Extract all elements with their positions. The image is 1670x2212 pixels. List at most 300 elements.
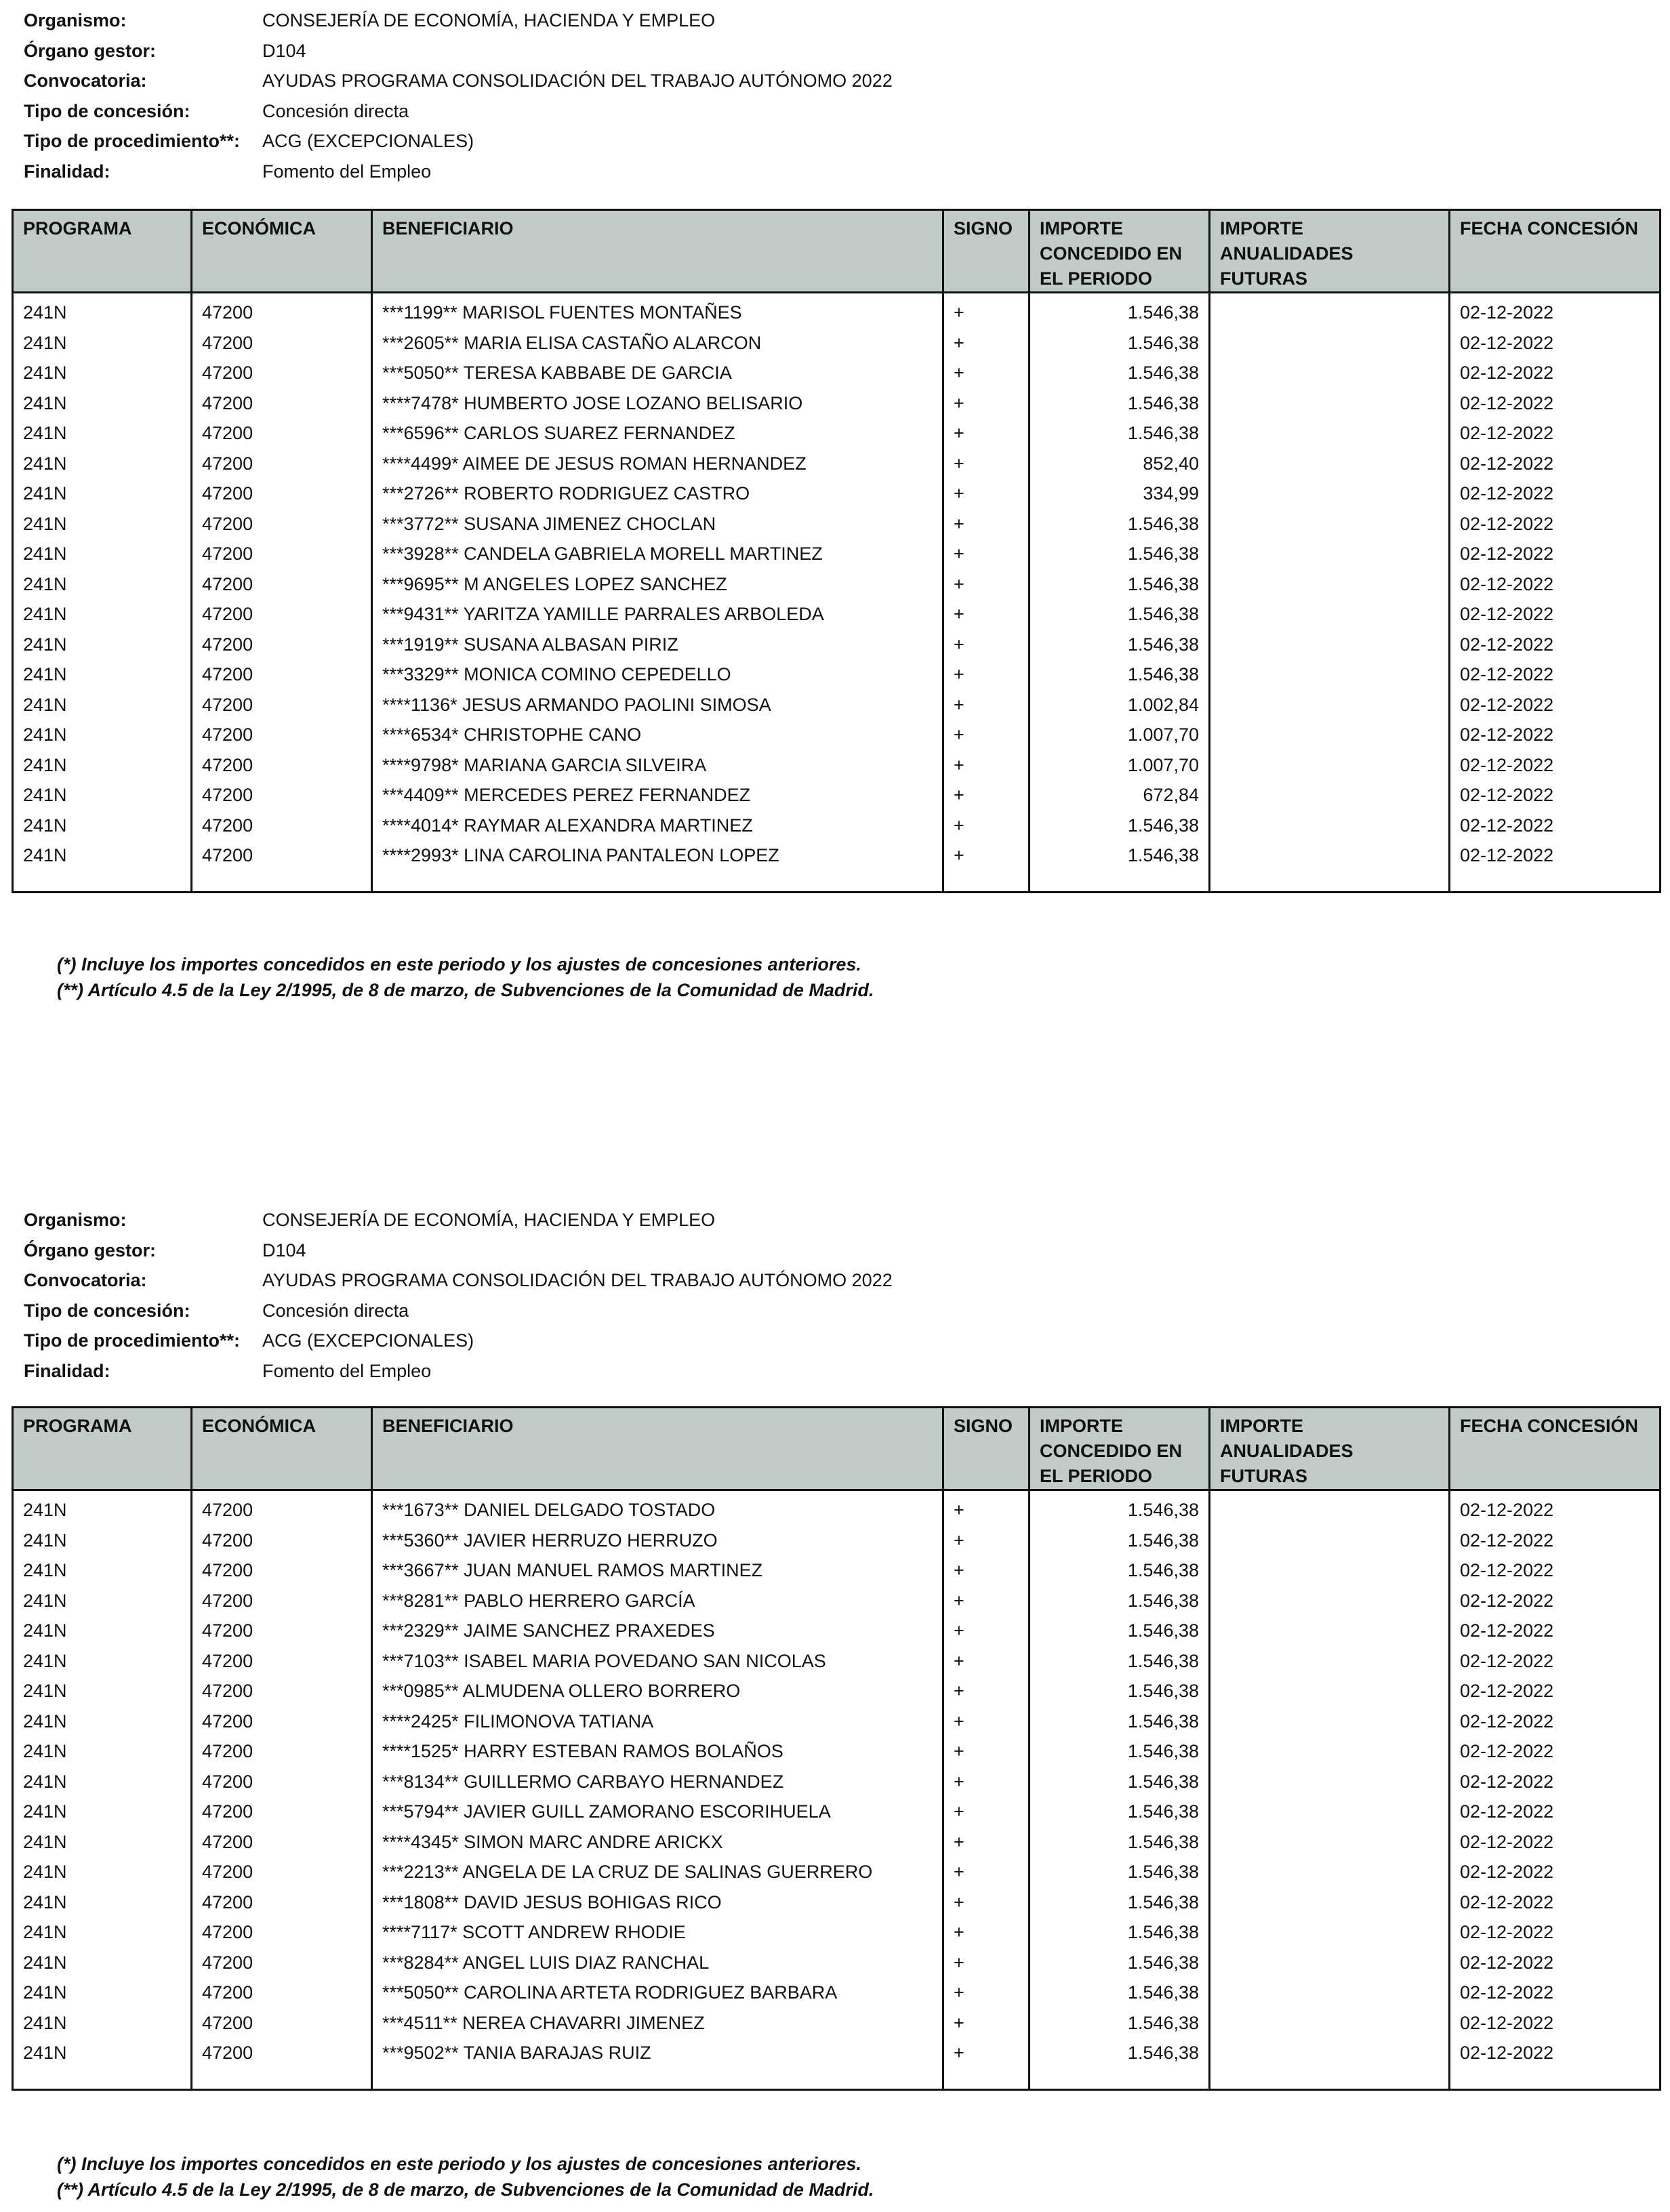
signo-cell: +: [943, 1525, 1030, 1556]
signo-cell: +: [943, 539, 1030, 569]
beneficiario-cell: ****4014* RAYMAR ALEXANDRA MARTINEZ: [372, 811, 943, 841]
table-row: [13, 539, 1661, 569]
importe-cell: 1.546,38: [1030, 569, 1210, 600]
programa-cell: 241N: [13, 659, 192, 690]
anualidades-cell: [1210, 2008, 1450, 2039]
beneficiario-cell: ****7117* SCOTT ANDREW RHODIE: [372, 1917, 943, 1948]
fecha-cell: 02-12-2022: [1450, 630, 1661, 660]
importe-cell: 1.546,38: [1030, 1767, 1210, 1797]
programa-cell: 241N: [13, 1917, 192, 1948]
fecha-cell: 02-12-2022: [1450, 1676, 1661, 1706]
column-header: FECHA CONCESIÓN: [1450, 1408, 1661, 1490]
footnote: (*) Incluye los importes concedidos en este periodo y los ajustes de concesiones anteriores.: [57, 954, 861, 975]
signo-cell: +: [943, 840, 1030, 871]
economica-cell: 47200: [192, 1948, 372, 1978]
importe-cell: 1.546,38: [1030, 1797, 1210, 1827]
economica-cell: 47200: [192, 539, 372, 569]
table-row: [13, 1948, 1661, 1978]
column-header: IMPORTE ANUALIDADES FUTURAS: [1210, 210, 1450, 293]
column-header: BENEFICIARIO: [372, 1408, 943, 1490]
column-header: IMPORTE ANUALIDADES FUTURAS: [1210, 1408, 1450, 1490]
beneficiario-cell: ***3667** JUAN MANUEL RAMOS MARTINEZ: [372, 1555, 943, 1586]
fecha-cell: 02-12-2022: [1450, 539, 1661, 569]
beneficiario-cell: ***5050** CAROLINA ARTETA RODRIGUEZ BARBARA: [372, 1978, 943, 2008]
programa-cell: 241N: [13, 1490, 192, 1525]
column-header: PROGRAMA: [13, 210, 192, 293]
anualidades-cell: [1210, 1555, 1450, 1586]
anualidades-cell: [1210, 418, 1450, 449]
fecha-cell: 02-12-2022: [1450, 1917, 1661, 1948]
anualidades-cell: [1210, 750, 1450, 781]
economica-cell: 47200: [192, 1736, 372, 1767]
anualidades-cell: [1210, 1797, 1450, 1827]
beneficiario-cell: ***1808** DAVID JESUS BOHIGAS RICO: [372, 1887, 943, 1918]
programa-cell: 241N: [13, 418, 192, 449]
meta-value: Concesión directa: [262, 1300, 409, 1321]
signo-cell: +: [943, 599, 1030, 630]
beneficiario-cell: ****4345* SIMON MARC ANDRE ARICKX: [372, 1827, 943, 1858]
meta-value: AYUDAS PROGRAMA CONSOLIDACIÓN DEL TRABAJO AUTÓNOMO 2022: [262, 70, 893, 91]
table-row: [13, 449, 1661, 479]
programa-cell: 241N: [13, 328, 192, 359]
fecha-cell: 02-12-2022: [1450, 478, 1661, 509]
economica-cell: 47200: [192, 2008, 372, 2039]
meta-label: Convocatoria:: [24, 70, 147, 91]
beneficiario-cell: ****7478* HUMBERTO JOSE LOZANO BELISARIO: [372, 388, 943, 419]
beneficiario-cell: ***3772** SUSANA JIMENEZ CHOCLAN: [372, 509, 943, 539]
importe-cell: 1.546,38: [1030, 1887, 1210, 1918]
signo-cell: +: [943, 780, 1030, 811]
signo-cell: +: [943, 720, 1030, 750]
meta-value: CONSEJERÍA DE ECONOMÍA, HACIENDA Y EMPLEO: [262, 1210, 716, 1230]
beneficiario-cell: ***3928** CANDELA GABRIELA MORELL MARTINEZ: [372, 539, 943, 569]
beneficiario-cell: ***2605** MARIA ELISA CASTAÑO ALARCON: [372, 328, 943, 359]
importe-cell: 1.546,38: [1030, 1706, 1210, 1737]
meta-label: Convocatoria:: [24, 1270, 147, 1290]
programa-cell: 241N: [13, 1797, 192, 1827]
fecha-cell: 02-12-2022: [1450, 449, 1661, 479]
fecha-cell: 02-12-2022: [1450, 1525, 1661, 1556]
signo-cell: +: [943, 1797, 1030, 1827]
fecha-cell: 02-12-2022: [1450, 418, 1661, 449]
importe-cell: 1.546,38: [1030, 509, 1210, 539]
programa-cell: 241N: [13, 1586, 192, 1616]
meta-value: D104: [262, 1240, 306, 1261]
importe-cell: 334,99: [1030, 478, 1210, 509]
economica-cell: 47200: [192, 599, 372, 630]
table-row: [13, 1676, 1661, 1706]
fecha-cell: 02-12-2022: [1450, 328, 1661, 359]
table-row: [13, 659, 1661, 690]
table-row: [13, 630, 1661, 660]
beneficiario-cell: ***5794** JAVIER GUILL ZAMORANO ESCORIHUELA: [372, 1797, 943, 1827]
beneficiario-cell: ***7103** ISABEL MARIA POVEDANO SAN NICOLAS: [372, 1646, 943, 1677]
beneficiario-cell: ****1136* JESUS ARMANDO PAOLINI SIMOSA: [372, 690, 943, 720]
table-padding: [13, 871, 1661, 893]
table-row: [13, 750, 1661, 781]
table-row: [13, 599, 1661, 630]
economica-cell: 47200: [192, 1827, 372, 1858]
beneficiario-cell: ***9695** M ANGELES LOPEZ SANCHEZ: [372, 569, 943, 600]
signo-cell: +: [943, 630, 1030, 660]
table-row: [13, 2038, 1661, 2068]
programa-cell: 241N: [13, 690, 192, 720]
anualidades-cell: [1210, 1767, 1450, 1797]
programa-cell: 241N: [13, 2038, 192, 2068]
programa-cell: 241N: [13, 1978, 192, 2008]
programa-cell: 241N: [13, 358, 192, 388]
beneficiario-cell: ***9502** TANIA BARAJAS RUIZ: [372, 2038, 943, 2068]
fecha-cell: 02-12-2022: [1450, 2038, 1661, 2068]
column-header: SIGNO: [943, 1408, 1030, 1490]
fecha-cell: 02-12-2022: [1450, 1887, 1661, 1918]
fecha-cell: 02-12-2022: [1450, 1555, 1661, 1586]
anualidades-cell: [1210, 1948, 1450, 1978]
importe-cell: 1.546,38: [1030, 811, 1210, 841]
beneficiario-cell: ****1525* HARRY ESTEBAN RAMOS BOLAÑOS: [372, 1736, 943, 1767]
meta-value: CONSEJERÍA DE ECONOMÍA, HACIENDA Y EMPLEO: [262, 10, 716, 30]
economica-cell: 47200: [192, 750, 372, 781]
beneficiario-cell: ****2425* FILIMONOVA TATIANA: [372, 1706, 943, 1737]
importe-cell: 1.546,38: [1030, 1525, 1210, 1556]
importe-cell: 1.546,38: [1030, 1736, 1210, 1767]
programa-cell: 241N: [13, 599, 192, 630]
economica-cell: 47200: [192, 780, 372, 811]
importe-cell: 1.546,38: [1030, 358, 1210, 388]
economica-cell: 47200: [192, 509, 372, 539]
economica-cell: 47200: [192, 1706, 372, 1737]
signo-cell: +: [943, 1706, 1030, 1737]
economica-cell: 47200: [192, 690, 372, 720]
economica-cell: 47200: [192, 630, 372, 660]
fecha-cell: 02-12-2022: [1450, 811, 1661, 841]
meta-value: ACG (EXCEPCIONALES): [262, 131, 474, 151]
anualidades-cell: [1210, 1978, 1450, 2008]
meta-label: Órgano gestor:: [24, 1240, 157, 1261]
signo-cell: +: [943, 1767, 1030, 1797]
table-row: [13, 569, 1661, 600]
column-header: PROGRAMA: [13, 1408, 192, 1490]
economica-cell: 47200: [192, 293, 372, 328]
economica-cell: 47200: [192, 1857, 372, 1887]
meta-label: Órgano gestor:: [24, 40, 157, 61]
table-row: [13, 358, 1661, 388]
importe-cell: 1.546,38: [1030, 599, 1210, 630]
fecha-cell: 02-12-2022: [1450, 840, 1661, 871]
anualidades-cell: [1210, 1676, 1450, 1706]
importe-cell: 1.546,38: [1030, 1490, 1210, 1525]
table-row: [13, 478, 1661, 509]
importe-cell: 1.546,38: [1030, 388, 1210, 419]
anualidades-cell: [1210, 659, 1450, 690]
anualidades-cell: [1210, 449, 1450, 479]
beneficiario-cell: ***1673** DANIEL DELGADO TOSTADO: [372, 1490, 943, 1525]
importe-cell: 1.002,84: [1030, 690, 1210, 720]
economica-cell: 47200: [192, 388, 372, 419]
anualidades-cell: [1210, 1736, 1450, 1767]
economica-cell: 47200: [192, 1490, 372, 1525]
importe-cell: 1.546,38: [1030, 1827, 1210, 1858]
column-header: ECONÓMICA: [192, 1408, 372, 1490]
importe-cell: 1.546,38: [1030, 328, 1210, 359]
programa-cell: 241N: [13, 509, 192, 539]
anualidades-cell: [1210, 1706, 1450, 1737]
beneficiario-cell: ****9798* MARIANA GARCIA SILVEIRA: [372, 750, 943, 781]
fecha-cell: 02-12-2022: [1450, 1736, 1661, 1767]
fecha-cell: 02-12-2022: [1450, 1616, 1661, 1646]
signo-cell: +: [943, 2038, 1030, 2068]
anualidades-cell: [1210, 1586, 1450, 1616]
beneficiario-cell: ***8281** PABLO HERRERO GARCÍA: [372, 1586, 943, 1616]
economica-cell: 47200: [192, 569, 372, 600]
economica-cell: 47200: [192, 659, 372, 690]
beneficiario-cell: ***2329** JAIME SANCHEZ PRAXEDES: [372, 1616, 943, 1646]
importe-cell: 1.007,70: [1030, 750, 1210, 781]
fecha-cell: 02-12-2022: [1450, 720, 1661, 750]
anualidades-cell: [1210, 811, 1450, 841]
economica-cell: 47200: [192, 1646, 372, 1677]
anualidades-cell: [1210, 630, 1450, 660]
fecha-cell: 02-12-2022: [1450, 1767, 1661, 1797]
footnote: (**) Artículo 4.5 de la Ley 2/1995, de 8 de marzo, de Subvenciones de la Comunidad de Madrid.: [57, 2179, 874, 2200]
economica-cell: 47200: [192, 358, 372, 388]
economica-cell: 47200: [192, 811, 372, 841]
programa-cell: 241N: [13, 1887, 192, 1918]
anualidades-cell: [1210, 720, 1450, 750]
anualidades-cell: [1210, 509, 1450, 539]
signo-cell: +: [943, 1887, 1030, 1918]
footnote: (*) Incluye los importes concedidos en este periodo y los ajustes de concesiones anteriores.: [57, 2154, 861, 2174]
importe-cell: 1.546,38: [1030, 293, 1210, 328]
column-header: IMPORTE CONCEDIDO EN EL PERIODO: [1030, 1408, 1210, 1490]
beneficiario-cell: ***2213** ANGELA DE LA CRUZ DE SALINAS GUERRERO: [372, 1857, 943, 1887]
anualidades-cell: [1210, 1646, 1450, 1677]
importe-cell: 1.546,38: [1030, 539, 1210, 569]
footnotes: [57, 951, 874, 1003]
table-row: [13, 811, 1661, 841]
signo-cell: +: [943, 388, 1030, 419]
fecha-cell: 02-12-2022: [1450, 1857, 1661, 1887]
programa-cell: 241N: [13, 478, 192, 509]
programa-cell: 241N: [13, 293, 192, 328]
fecha-cell: 02-12-2022: [1450, 1706, 1661, 1737]
beneficiario-cell: ***1919** SUSANA ALBASAN PIRIZ: [372, 630, 943, 660]
programa-cell: 241N: [13, 1827, 192, 1858]
signo-cell: +: [943, 1646, 1030, 1677]
meta-value: D104: [262, 40, 306, 61]
table-row: [13, 1827, 1661, 1858]
programa-cell: 241N: [13, 1736, 192, 1767]
table-row: [13, 780, 1661, 811]
fecha-cell: 02-12-2022: [1450, 690, 1661, 720]
fecha-cell: 02-12-2022: [1450, 780, 1661, 811]
signo-cell: +: [943, 1616, 1030, 1646]
table-row: [13, 720, 1661, 750]
programa-cell: 241N: [13, 811, 192, 841]
signo-cell: +: [943, 1586, 1030, 1616]
programa-cell: 241N: [13, 1646, 192, 1677]
programa-cell: 241N: [13, 780, 192, 811]
footnote: (**) Artículo 4.5 de la Ley 2/1995, de 8 de marzo, de Subvenciones de la Comunidad de Madrid.: [57, 980, 874, 1000]
table-row: [13, 418, 1661, 449]
beneficiario-cell: ****2993* LINA CAROLINA PANTALEON LOPEZ: [372, 840, 943, 871]
beneficiario-cell: ***5360** JAVIER HERRUZO HERRUZO: [372, 1525, 943, 1556]
signo-cell: +: [943, 1948, 1030, 1978]
table-row: [13, 1555, 1661, 1586]
fecha-cell: 02-12-2022: [1450, 569, 1661, 600]
economica-cell: 47200: [192, 1917, 372, 1948]
beneficiario-cell: ***8284** ANGEL LUIS DIAZ RANCHAL: [372, 1948, 943, 1978]
table-row: [13, 1767, 1661, 1797]
programa-cell: 241N: [13, 2008, 192, 2039]
economica-cell: 47200: [192, 2038, 372, 2068]
fecha-cell: 02-12-2022: [1450, 750, 1661, 781]
table-row: [13, 1706, 1661, 1737]
column-header: FECHA CONCESIÓN: [1450, 210, 1661, 293]
fecha-cell: 02-12-2022: [1450, 1948, 1661, 1978]
signo-cell: +: [943, 811, 1030, 841]
economica-cell: 47200: [192, 478, 372, 509]
meta-label: Organismo:: [24, 10, 127, 30]
header-row: [13, 1408, 1661, 1490]
programa-cell: 241N: [13, 1525, 192, 1556]
importe-cell: 1.546,38: [1030, 1586, 1210, 1616]
programa-cell: 241N: [13, 1555, 192, 1586]
importe-cell: 1.546,38: [1030, 840, 1210, 871]
meta-label: Tipo de concesión:: [24, 1300, 190, 1321]
programa-cell: 241N: [13, 840, 192, 871]
table-row: [13, 1525, 1661, 1556]
programa-cell: 241N: [13, 720, 192, 750]
programa-cell: 241N: [13, 1676, 192, 1706]
meta-label: Tipo de procedimiento**:: [24, 131, 241, 151]
importe-cell: 672,84: [1030, 780, 1210, 811]
table-row: [13, 690, 1661, 720]
table-row: [13, 1857, 1661, 1887]
anualidades-cell: [1210, 358, 1450, 388]
header-row: [13, 210, 1661, 293]
signo-cell: +: [943, 478, 1030, 509]
beneficiario-cell: ***9431** YARITZA YAMILLE PARRALES ARBOLEDA: [372, 599, 943, 630]
importe-cell: 1.546,38: [1030, 2038, 1210, 2068]
beneficiario-cell: ***5050** TERESA KABBABE DE GARCIA: [372, 358, 943, 388]
signo-cell: +: [943, 1917, 1030, 1948]
signo-cell: +: [943, 358, 1030, 388]
beneficiario-cell: ***1199** MARISOL FUENTES MONTAÑES: [372, 293, 943, 328]
economica-cell: 47200: [192, 720, 372, 750]
importe-cell: 1.546,38: [1030, 659, 1210, 690]
table-row: [13, 1646, 1661, 1677]
table-row: [13, 509, 1661, 539]
meta-label: Tipo de concesión:: [24, 100, 190, 121]
anualidades-cell: [1210, 1490, 1450, 1525]
signo-cell: +: [943, 293, 1030, 328]
fecha-cell: 02-12-2022: [1450, 1827, 1661, 1858]
signo-cell: +: [943, 449, 1030, 479]
table-row: [13, 1917, 1661, 1948]
meta-value: ACG (EXCEPCIONALES): [262, 1330, 474, 1351]
economica-cell: 47200: [192, 449, 372, 479]
fecha-cell: 02-12-2022: [1450, 293, 1661, 328]
fecha-cell: 02-12-2022: [1450, 1490, 1661, 1525]
programa-cell: 241N: [13, 1767, 192, 1797]
signo-cell: +: [943, 1555, 1030, 1586]
programa-cell: 241N: [13, 388, 192, 419]
anualidades-cell: [1210, 388, 1450, 419]
fecha-cell: 02-12-2022: [1450, 1797, 1661, 1827]
table-row: [13, 1616, 1661, 1646]
table-row: [13, 1586, 1661, 1616]
fecha-cell: 02-12-2022: [1450, 2008, 1661, 2039]
importe-cell: 1.546,38: [1030, 1646, 1210, 1677]
table-row: [13, 2008, 1661, 2039]
anualidades-cell: [1210, 840, 1450, 871]
economica-cell: 47200: [192, 1978, 372, 2008]
anualidades-cell: [1210, 328, 1450, 359]
anualidades-cell: [1210, 1917, 1450, 1948]
economica-cell: 47200: [192, 1586, 372, 1616]
anualidades-cell: [1210, 1857, 1450, 1887]
table-row: [13, 1978, 1661, 2008]
programa-cell: 241N: [13, 630, 192, 660]
table-padding: [13, 2068, 1661, 2090]
economica-cell: 47200: [192, 1555, 372, 1586]
importe-cell: 1.546,38: [1030, 1555, 1210, 1586]
anualidades-cell: [1210, 599, 1450, 630]
signo-cell: +: [943, 1857, 1030, 1887]
table-row: [13, 328, 1661, 359]
meta-value: Concesión directa: [262, 100, 409, 121]
programa-cell: 241N: [13, 449, 192, 479]
meta-value: AYUDAS PROGRAMA CONSOLIDACIÓN DEL TRABAJO AUTÓNOMO 2022: [262, 1270, 893, 1290]
anualidades-cell: [1210, 569, 1450, 600]
programa-cell: 241N: [13, 1706, 192, 1737]
importe-cell: 1.546,38: [1030, 1917, 1210, 1948]
meta-label: Organismo:: [24, 1210, 127, 1230]
column-header: SIGNO: [943, 210, 1030, 293]
beneficiario-cell: ***0985** ALMUDENA OLLERO BORRERO: [372, 1676, 943, 1706]
anualidades-cell: [1210, 539, 1450, 569]
meta-label: Finalidad:: [24, 1360, 110, 1381]
beneficiario-cell: ***4409** MERCEDES PEREZ FERNANDEZ: [372, 780, 943, 811]
fecha-cell: 02-12-2022: [1450, 599, 1661, 630]
table-row: [13, 1887, 1661, 1918]
importe-cell: 1.007,70: [1030, 720, 1210, 750]
beneficiario-cell: ***3329** MONICA COMINO CEPEDELLO: [372, 659, 943, 690]
anualidades-cell: [1210, 1827, 1450, 1858]
importe-cell: 1.546,38: [1030, 630, 1210, 660]
table-row: [13, 293, 1661, 328]
signo-cell: +: [943, 690, 1030, 720]
beneficiario-cell: ***2726** ROBERTO RODRIGUEZ CASTRO: [372, 478, 943, 509]
programa-cell: 241N: [13, 1948, 192, 1978]
meta-label: Finalidad:: [24, 161, 110, 182]
fecha-cell: 02-12-2022: [1450, 1646, 1661, 1677]
importe-cell: 1.546,38: [1030, 1948, 1210, 1978]
anualidades-cell: [1210, 1525, 1450, 1556]
signo-cell: +: [943, 569, 1030, 600]
meta-label: Tipo de procedimiento**:: [24, 1330, 241, 1351]
anualidades-cell: [1210, 1616, 1450, 1646]
signo-cell: +: [943, 1978, 1030, 2008]
economica-cell: 47200: [192, 1616, 372, 1646]
economica-cell: 47200: [192, 840, 372, 871]
economica-cell: 47200: [192, 1676, 372, 1706]
grants-table: [12, 209, 1661, 893]
importe-cell: 852,40: [1030, 449, 1210, 479]
column-header: IMPORTE CONCEDIDO EN EL PERIODO: [1030, 210, 1210, 293]
signo-cell: +: [943, 750, 1030, 781]
